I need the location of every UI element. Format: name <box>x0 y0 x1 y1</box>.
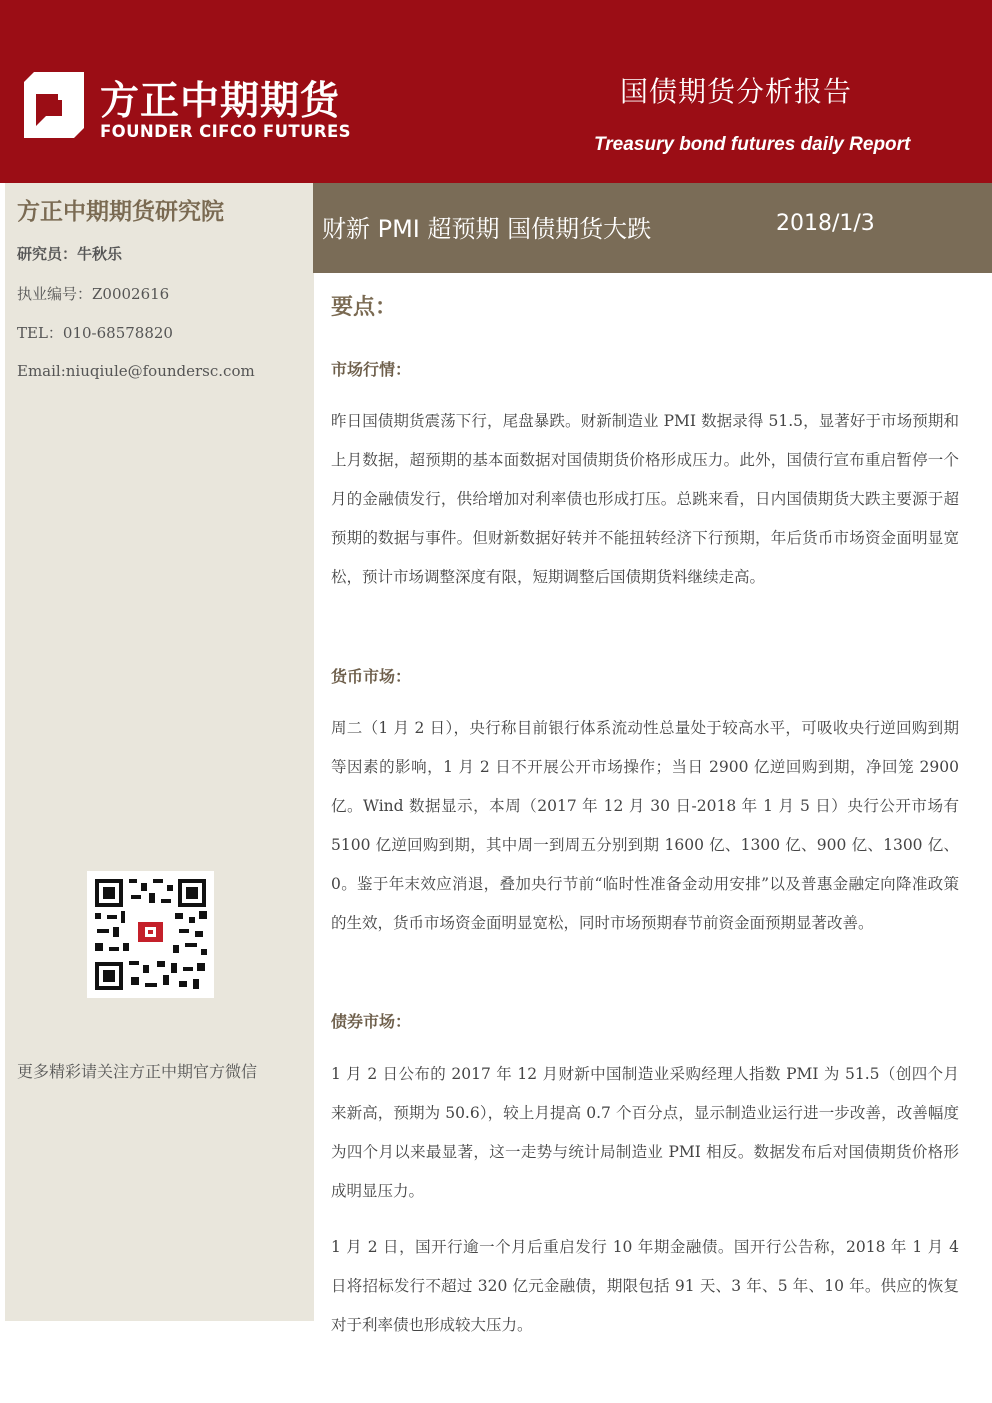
founder-logo-icon <box>24 72 84 138</box>
brand-name-en: FOUNDER CIFCO FUTURES <box>100 122 351 141</box>
qr-caption: 更多精彩请关注方正中期官方微信 <box>17 1062 258 1081</box>
market-paragraph: 昨日国债期货震荡下行，尾盘暴跌。财新制造业 PMI 数据录得 51.5，显著好于市场预期和上月数据，超预期的基本面数据对国债期货价格形成压力。此外，国债行宣布重启暂停一个月的金融债发行，供给增加对利率债也形成打压。总跳来看，日内国债期货大跌主要源于超预期的数据与事件。但财新数据好转并不能扭转经济下行预期，年后货币市场资金面明显宽松，预计市场调整深度有限，短期调整后国债期货料继续走高。 <box>331 412 959 586</box>
money-market-section-title: 货币市场： <box>331 667 412 686</box>
report-date: 2018/1/3 <box>776 211 875 236</box>
email-link[interactable]: Email:niuqiule@foundersc.com <box>17 362 255 380</box>
wechat-qr-code-icon <box>87 871 214 998</box>
sidebar <box>5 183 314 1321</box>
report-headline: 财新 PMI 超预期 国债期货大跌 <box>322 215 652 243</box>
report-title-en: Treasury bond futures daily Report <box>594 134 911 155</box>
brand-name-cn: 方正中期期货 <box>100 79 341 124</box>
bond-market-paragraph-2: 1 月 2 日，国开行逾一个月后重启发行 10 年期金融债。国开行公告称，2018 年 1 月 4 日将招标发行不超过 320 亿元金融债，期限包括 91 天、3 年、5 年、10 年。供应的恢复对于利率债也形成较大压力。 <box>331 1238 959 1334</box>
bond-market-section-title: 债券市场： <box>331 1012 412 1031</box>
report-header <box>0 0 992 183</box>
telephone: TEL：010-68578820 <box>17 324 173 342</box>
license-number: 执业编号：Z0002616 <box>17 285 170 303</box>
institute-name: 方正中期期货研究院 <box>17 199 224 225</box>
money-market-paragraph: 周二（1 月 2 日），央行称目前银行体系流动性总量处于较高水平，可吸收央行逆回购到期等因素的影响，1 月 2 日不开展公开市场操作；当日 2900 亿逆回购到期，净回笼 2900 亿。Wind 数据显示，本周（2017 年 12 月 30 日-2018 年 1 月 5 日）央行公开市场有 5100 亿逆回购到期，其中周一到周五分别到期 1600 亿、1300 亿、900 亿、1300 亿、0。鉴于年末效应消退，叠加央行节前“临时性准备金动用安排”以及普惠金融定向降准政策的生效，货币市场资金面明显宽松，同时市场预期春节前资金面预期显著改善。 <box>331 719 959 932</box>
report-title-cn: 国债期货分析报告 <box>620 75 853 108</box>
analyst-name: 研究员：牛秋乐 <box>17 245 123 263</box>
bond-market-paragraph-1: 1 月 2 日公布的 2017 年 12 月财新中国制造业采购经理人指数 PMI 为 51.5（创四个月来新高，预期为 50.6），较上月提高 0.7 个百分点，显示制造业运行进一步改善，改善幅度为四个月以来最显著，这一走势与统计局制造业 PMI 相反。数据发布后对国债期货价格形成明显压力。 <box>331 1065 959 1200</box>
key-points-heading: 要点： <box>331 295 398 320</box>
market-section-title: 市场行情： <box>331 360 412 379</box>
